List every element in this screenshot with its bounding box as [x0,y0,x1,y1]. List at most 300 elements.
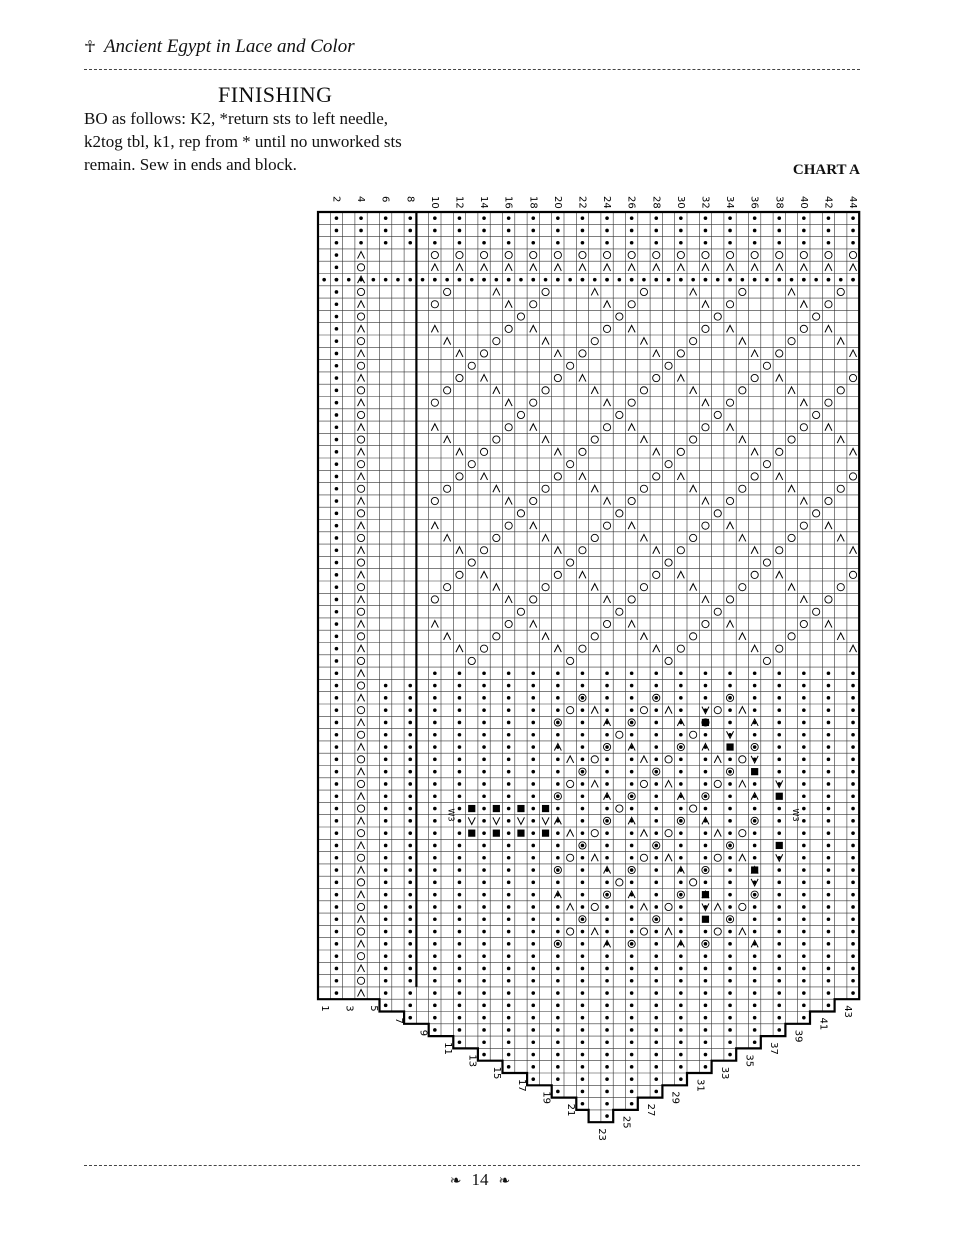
yarn-over-symbol [505,251,512,258]
purl-symbol [507,954,511,958]
purl-symbol [753,733,757,737]
row-number: 7 [392,1017,404,1024]
purl-symbol [605,917,609,921]
yarn-over-symbol [468,461,475,468]
purl-symbol [482,278,486,282]
yarn-over-symbol [603,251,610,258]
purl-symbol [827,856,831,860]
decrease-symbol [493,584,500,591]
yarn-over-symbol [628,251,635,258]
purl-symbol [458,1016,462,1020]
purl-symbol [728,216,732,220]
purl-symbol [618,278,622,282]
purl-symbol [531,733,535,737]
row-number: 1 [319,1005,330,1012]
purl-symbol [728,1028,732,1032]
yarn-over-symbol [800,251,807,258]
purl-symbol [408,856,412,860]
decrease-symbol [788,288,795,295]
yarn-over-symbol [554,571,561,578]
decrease-symbol [628,621,635,628]
purl-symbol [531,807,535,811]
purl-symbol [827,758,831,762]
purl-symbol [630,758,634,762]
purl-symbol [704,241,708,245]
purl-symbol [482,745,486,749]
purl-symbol [408,733,412,737]
purl-symbol [802,856,806,860]
purl-symbol [851,930,855,934]
purl-symbol [335,942,339,946]
purl-symbol [630,954,634,958]
yarn-over-symbol [357,731,364,738]
purl-symbol [851,917,855,921]
purl-symbol [827,770,831,774]
purl-symbol [408,831,412,835]
decrease-symbol [579,571,586,578]
yarn-over-symbol [776,251,783,258]
purl-symbol [654,770,658,774]
yarn-over-symbol [837,288,844,295]
decrease-symbol [444,436,451,443]
purl-symbol [753,671,757,675]
purl-symbol [581,905,585,909]
decrease-symbol [358,719,365,726]
purl-symbol [827,868,831,872]
purl-symbol [384,241,388,245]
decrease-symbol [358,596,365,603]
yarn-over-symbol [517,411,524,418]
purl-symbol [507,278,511,282]
yarn-over-symbol [357,264,364,271]
yarn-over-symbol [763,362,770,369]
purl-symbol [802,942,806,946]
purl-symbol [728,721,732,725]
purl-symbol [335,401,339,405]
yarn-over-symbol [357,362,364,369]
purl-symbol [581,671,585,675]
purl-symbol [482,229,486,233]
decrease-symbol [591,485,598,492]
purl-symbol [851,758,855,762]
decrease-symbol [542,338,549,345]
yarn-over-symbol [837,387,844,394]
yarn-over-symbol [837,584,844,591]
purl-symbol [556,856,560,860]
purl-symbol [630,930,634,934]
purl-symbol [531,967,535,971]
yarn-over-symbol [480,645,487,652]
purl-symbol [802,1004,806,1008]
purl-symbol [507,930,511,934]
decrease-symbol [358,424,365,431]
purl-symbol [335,770,339,774]
purl-symbol [507,1065,511,1069]
decrease-symbol [677,571,684,578]
purl-symbol [581,696,585,700]
purl-symbol [790,278,794,282]
purl-symbol [396,278,400,282]
purl-symbol [654,868,658,872]
purl-symbol [630,844,634,848]
purl-symbol [433,831,437,835]
purl-symbol [335,745,339,749]
purl-symbol [335,782,339,786]
purl-symbol [630,1077,634,1081]
purl-symbol [482,844,486,848]
purl-symbol [482,831,486,835]
decrease-symbol [591,288,598,295]
purl-symbol [359,278,363,282]
purl-symbol [482,1004,486,1008]
purl-symbol [335,930,339,934]
purl-symbol [458,782,462,786]
yarn-over-symbol [665,657,672,664]
purl-symbol [728,229,732,233]
purl-symbol [777,745,781,749]
purl-symbol [753,807,757,811]
purl-symbol [654,979,658,983]
yarn-over-symbol [616,879,623,886]
purl-symbol [458,893,462,897]
purl-symbol [507,671,511,675]
purl-symbol [728,1053,732,1057]
purl-symbol [335,733,339,737]
purl-symbol [654,671,658,675]
purl-symbol [359,241,363,245]
purl-symbol [630,831,634,835]
purl-symbol [802,807,806,811]
decrease-symbol [530,621,537,628]
yarn-over-symbol [665,559,672,566]
purl-symbol [384,721,388,725]
decrease-symbol [358,842,365,849]
purl-symbol [679,1040,683,1044]
purl-symbol [605,745,609,749]
purl-symbol [679,770,683,774]
decrease-symbol [837,633,844,640]
page-footer [0,1170,960,1190]
purl-symbol [728,782,732,786]
purl-symbol [335,807,339,811]
purl-symbol [581,229,585,233]
purl-symbol [433,1004,437,1008]
decrease-symbol [825,424,832,431]
purl-symbol [507,684,511,688]
purl-symbol [777,721,781,725]
yarn-over-symbol [542,387,549,394]
purl-symbol [802,930,806,934]
purl-symbol [777,671,781,675]
purl-symbol [581,1090,585,1094]
purl-symbol [531,794,535,798]
purl-symbol [827,733,831,737]
purl-symbol [605,1004,609,1008]
purl-symbol [408,278,412,282]
purl-symbol [777,893,781,897]
purl-symbol [335,635,339,639]
purl-symbol [433,917,437,921]
yarn-over-symbol [357,633,364,640]
purl-symbol [605,856,609,860]
decrease-symbol [358,375,365,382]
purl-symbol [704,758,708,762]
purl-symbol [531,721,535,725]
decrease-symbol [505,399,512,406]
decrease-symbol [456,350,463,357]
purl-symbol [654,991,658,995]
purl-symbol [753,1004,757,1008]
purl-symbol [851,819,855,823]
purl-symbol [458,905,462,909]
purl-symbol [458,745,462,749]
yarn-over-symbol [751,251,758,258]
decrease-symbol [358,448,365,455]
decrease-symbol [788,485,795,492]
purl-symbol [630,1028,634,1032]
purl-symbol [679,1077,683,1081]
decrease-symbol [850,264,857,271]
purl-symbol [728,991,732,995]
purl-symbol [507,721,511,725]
yarn-over-symbol [640,584,647,591]
purl-symbol [531,758,535,762]
purl-symbol [630,770,634,774]
decrease-symbol [579,264,586,271]
purl-symbol [433,770,437,774]
purl-symbol [654,721,658,725]
yarn-over-symbol [554,251,561,258]
purl-symbol [777,241,781,245]
decrease-symbol [481,264,488,271]
yarn-over-symbol [640,485,647,492]
row-number: 27 [645,1103,657,1117]
purl-symbol [458,844,462,848]
yarn-over-symbol [444,288,451,295]
purl-symbol [482,758,486,762]
purl-symbol [408,991,412,995]
purl-symbol [581,881,585,885]
purl-symbol [654,1090,658,1094]
purl-symbol [851,229,855,233]
decrease-symbol [640,436,647,443]
purl-symbol [507,893,511,897]
purl-symbol [581,1102,585,1106]
purl-symbol [605,696,609,700]
decrease-symbol [825,621,832,628]
book-title: Ancient Egypt in Lace and Color [103,36,355,57]
purl-symbol [728,831,732,835]
column-number: 20 [551,196,563,209]
purl-symbol [507,1040,511,1044]
yarn-over-symbol [554,374,561,381]
decrease-symbol [358,768,365,775]
yarn-over-symbol [357,608,364,615]
purl-symbol [777,991,781,995]
purl-symbol [605,1065,609,1069]
purl-symbol [777,979,781,983]
purl-symbol [851,979,855,983]
yarn-over-symbol [530,596,537,603]
yarn-over-symbol [616,608,623,615]
row-number: 35 [743,1054,755,1068]
purl-symbol [753,954,757,958]
purl-symbol [654,1053,658,1057]
decrease-symbol [591,707,598,714]
purl-symbol [802,733,806,737]
yarn-over-symbol [640,854,647,861]
decrease-symbol [788,387,795,394]
purl-symbol [458,917,462,921]
yarn-over-symbol [480,448,487,455]
yarn-over-symbol [357,903,364,910]
yarn-over-symbol [505,620,512,627]
purl-symbol [851,216,855,220]
decrease-symbol [431,424,438,431]
yarn-over-symbol [763,559,770,566]
yarn-over-symbol [714,313,721,320]
yarn-over-symbol [603,424,610,431]
purl-symbol [802,782,806,786]
purl-symbol [851,856,855,860]
purl-symbol [531,991,535,995]
yarn-over-symbol [505,424,512,431]
decrease-symbol [628,325,635,332]
purl-symbol [802,868,806,872]
purl-symbol [827,819,831,823]
decrease-symbol [727,621,734,628]
purl-symbol [458,819,462,823]
yarn-over-symbol [726,251,733,258]
purl-symbol [507,696,511,700]
purl-symbol [556,954,560,958]
purl-symbol [482,708,486,712]
purl-symbol [433,216,437,220]
purl-symbol [654,229,658,233]
row-number: 15 [491,1066,503,1080]
purl-symbol [384,930,388,934]
decrease-symbol [358,965,365,972]
purl-symbol [851,278,855,282]
decrease-symbol [493,387,500,394]
purl-symbol [630,856,634,860]
purl-symbol [605,1114,609,1118]
yarn-over-symbol [628,497,635,504]
purl-symbol [531,917,535,921]
purl-symbol [531,671,535,675]
purl-symbol [384,856,388,860]
yarn-over-symbol [591,756,598,763]
purl-symbol [827,216,831,220]
yarn-over-symbol [702,251,709,258]
yarn-over-symbol [357,830,364,837]
purl-symbol [753,831,757,835]
yarn-over-symbol [480,547,487,554]
purl-symbol [556,831,560,835]
purl-symbol [458,794,462,798]
purl-symbol [482,917,486,921]
yarn-over-symbol [690,534,697,541]
purl-symbol [531,696,535,700]
purl-symbol [827,1004,831,1008]
purl-symbol [433,708,437,712]
purl-symbol [384,979,388,983]
purl-symbol [335,954,339,958]
purl-symbol [556,278,560,282]
purl-symbol [851,831,855,835]
purl-symbol [753,745,757,749]
yarn-over-symbol [468,559,475,566]
purl-symbol [531,819,535,823]
purl-symbol [408,696,412,700]
purl-symbol [814,278,818,282]
yarn-over-symbol [579,645,586,652]
yarn-over-symbol [616,805,623,812]
purl-symbol [556,979,560,983]
yarn-over-symbol [813,313,820,320]
purl-symbol [433,905,437,909]
purl-symbol [679,229,683,233]
yarn-over-symbol [591,436,598,443]
purl-symbol [531,844,535,848]
purl-symbol [507,1053,511,1057]
purl-symbol [408,881,412,885]
purl-symbol [851,954,855,958]
purl-symbol [704,807,708,811]
purl-symbol [335,548,339,552]
yarn-over-symbol [813,510,820,517]
decrease-symbol [653,350,660,357]
purl-symbol [728,1040,732,1044]
purl-symbol [851,794,855,798]
purl-symbol [408,794,412,798]
purl-symbol [556,1028,560,1032]
purl-symbol [630,1040,634,1044]
purl-symbol [556,844,560,848]
purl-symbol [408,745,412,749]
purl-symbol [556,1065,560,1069]
yarn-over-symbol [776,448,783,455]
purl-symbol [605,782,609,786]
purl-symbol [581,794,585,798]
purl-symbol [556,241,560,245]
purl-symbol [482,684,486,688]
purl-symbol [433,991,437,995]
yarn-over-symbol [357,953,364,960]
decrease-symbol [628,522,635,529]
decrease-symbol [604,301,611,308]
purl-symbol [630,1016,634,1020]
yarn-over-symbol [567,559,574,566]
yarn-over-symbol [825,251,832,258]
purl-symbol [433,893,437,897]
purl-symbol [679,807,683,811]
yarn-over-symbol [567,461,574,468]
purl-symbol [519,278,523,282]
yarn-over-symbol [714,707,721,714]
decrease-symbol [358,990,365,997]
purl-symbol [458,758,462,762]
purl-symbol [728,758,732,762]
purl-symbol [458,721,462,725]
purl-symbol [777,868,781,872]
decrease-symbol [677,375,684,382]
column-number: 4 [355,196,367,203]
purl-symbol [605,905,609,909]
yarn-over-symbol [776,645,783,652]
yarn-over-symbol [628,596,635,603]
purl-symbol [704,881,708,885]
